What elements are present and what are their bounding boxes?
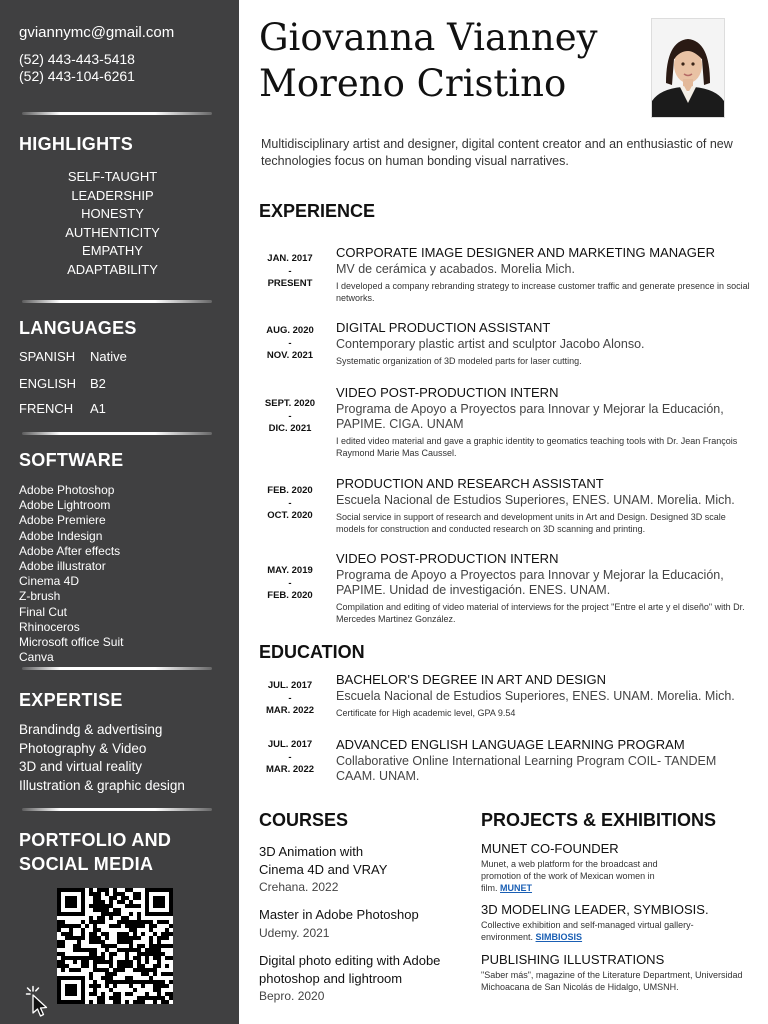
project-text: Munet, a web platform for the broadcast and promotion of the work of Mexican women in film. (481, 859, 658, 893)
language-row (19, 376, 106, 391)
degree-institution: Collaborative Online International Learning Program COIL- TANDEM CAAM. UNAM. (336, 754, 717, 783)
divider (22, 300, 212, 303)
course-school: Bepro. 2020 (259, 989, 325, 1003)
date-separator: - (288, 410, 292, 422)
software-item: Cinema 4D (19, 574, 80, 589)
munet-link[interactable]: MUNET (500, 883, 533, 893)
qr-code-graphic (57, 888, 173, 1004)
language-name: FRENCH (19, 401, 74, 416)
name-line2: Moreno Cristino (259, 62, 567, 105)
expertise-item: Photography & Video (19, 740, 147, 756)
highlights-list (20, 168, 205, 279)
date-end: PRESENT (267, 278, 313, 289)
date-end: NOV. 2021 (266, 350, 314, 361)
courses-heading: COURSES (259, 810, 349, 830)
date-start: SEPT. 2020 (264, 398, 316, 409)
experience-entry (336, 385, 756, 459)
project-description (481, 858, 671, 894)
expertise-item: Illustration & graphic design (19, 777, 185, 793)
job-description: Compilation and editing of video material of interviews for the project "Entre el arte y el diseño" with Dr. Mercedes Martinez González. (336, 602, 745, 624)
date-range (256, 253, 324, 291)
job-organization: Contemporary plastic artist and sculptor Jacobo Alonso. (336, 337, 645, 351)
sidebar (0, 0, 239, 1024)
date-end: DIC. 2021 (268, 423, 312, 434)
software-heading: SOFTWARE (19, 450, 124, 470)
course-item (259, 906, 469, 941)
divider (22, 808, 212, 811)
date-start: FEB. 2020 (267, 485, 313, 496)
project-description: "Saber más", magazine of the Literature Department, Universidad Michoacana de San Nicolás de Hidalgo, UMSNH. (481, 970, 743, 992)
experience-entry (336, 320, 756, 367)
languages-heading: LANGUAGES (19, 318, 137, 338)
full-name (259, 15, 598, 107)
projects-heading: PROJECTS & EXHIBITIONS (481, 810, 717, 830)
expertise-heading: EXPERTISE (19, 690, 123, 710)
highlights-heading: HIGHLIGHTS (19, 134, 133, 154)
profile-summary: Multidisciplinary artist and designer, digital content creator and an enthusiastic of new technologies focus on human bonding visual narratives. (261, 137, 733, 168)
job-organization: MV de cerámica y acabados. Morelia Mich. (336, 262, 575, 276)
job-title: CORPORATE IMAGE DESIGNER AND MARKETING MANAGER (336, 245, 715, 260)
software-item: Adobe Photoshop (19, 483, 115, 497)
job-title: PRODUCTION AND RESEARCH ASSISTANT (336, 476, 604, 491)
software-item: Adobe Lightroom (19, 498, 111, 513)
job-organization: Programa de Apoyo a Proyectos para Innovar y Mejorar la Educación, PAPIME. CIGA. UNAM (336, 402, 724, 431)
job-description: Systematic organization of 3D modeled parts for laser cutting. (336, 356, 582, 366)
expertise-list (19, 721, 185, 795)
job-title: VIDEO POST-PRODUCTION INTERN (336, 551, 559, 566)
job-description: I developed a company rebranding strategy to increase customer traffic and generate presence in social networks. (336, 281, 750, 303)
language-level: A1 (90, 401, 106, 416)
contact-block (19, 24, 174, 85)
project-item (481, 952, 757, 993)
main-content (239, 0, 768, 1024)
software-item: Adobe After effects (19, 543, 121, 558)
date-separator: - (288, 692, 292, 704)
date-separator: - (288, 265, 292, 277)
divider (22, 667, 212, 670)
course-item (259, 843, 469, 895)
job-organization: Programa de Apoyo a Proyectos para Innovar y Mejorar la Educación, PAPIME. Unidad de investigación. ENES. UNAM. (336, 568, 724, 597)
education-entry (336, 672, 756, 719)
software-item: Canva (19, 650, 54, 665)
highlight-item: EMPATHY (82, 243, 143, 258)
date-end: OCT. 2020 (267, 510, 313, 521)
portfolio-heading (19, 828, 171, 876)
software-item: Rhinoceros (19, 619, 80, 634)
date-end: MAR. 2022 (265, 705, 315, 716)
software-item: Adobe illustrator (19, 559, 106, 574)
highlight-item: ADAPTABILITY (67, 261, 158, 277)
project-title: 3D MODELING LEADER, SYMBIOSIS. (481, 902, 709, 917)
course-title: Master in Adobe Photoshop (259, 907, 419, 922)
email-link[interactable]: gviannymc@gmail.com (19, 24, 175, 41)
education-heading: EDUCATION (259, 642, 365, 662)
divider (22, 432, 212, 435)
language-name: ENGLISH (19, 376, 77, 391)
job-description: I edited video material and gave a graphic identity to geomatics teaching tools with Dr. Jean François Raymond Marie Mas Caussel. (336, 436, 738, 458)
software-item: Z-brush (19, 589, 61, 604)
experience-entry (336, 551, 756, 625)
course-school: Crehana. 2022 (259, 880, 339, 894)
language-row (19, 401, 106, 416)
date-range (256, 485, 324, 523)
education-entry (336, 737, 756, 784)
date-separator: - (288, 497, 292, 509)
language-row (19, 349, 127, 364)
date-separator: - (288, 751, 292, 763)
experience-heading: EXPERIENCE (259, 201, 376, 221)
course-title: 3D Animation with Cinema 4D and VRAY (259, 844, 388, 877)
date-start: JUL. 2017 (267, 680, 313, 691)
course-item (259, 952, 469, 1004)
project-item (481, 902, 753, 943)
simbiosis-link[interactable]: SIMBIOSIS (535, 932, 583, 942)
date-separator: - (288, 337, 292, 349)
date-range (256, 325, 324, 363)
highlight-item: SELF-TAUGHT (67, 169, 158, 184)
job-title: VIDEO POST-PRODUCTION INTERN (336, 385, 559, 400)
date-range (256, 398, 324, 436)
phone-2: (52) 443-104-6261 (19, 68, 135, 84)
project-item (481, 841, 753, 894)
expertise-item: Brandindg & advertising (19, 722, 163, 737)
project-title: MUNET CO-FOUNDER (481, 841, 619, 856)
profile-photo-graphic (652, 19, 724, 117)
experience-entry (336, 245, 756, 304)
language-level: B2 (90, 376, 106, 391)
software-item: Adobe Indesign (19, 528, 103, 543)
course-title: Digital photo editing with Adobe photoshop and lightroom (259, 953, 441, 986)
project-title: PUBLISHING ILLUSTRATIONS (481, 952, 665, 967)
divider (22, 112, 212, 115)
qr-code[interactable] (57, 888, 173, 1004)
project-description (481, 919, 743, 943)
date-range (256, 739, 324, 777)
date-start: AUG. 2020 (266, 325, 314, 336)
profile-photo (651, 18, 725, 118)
highlight-item: AUTHENTICITY (65, 224, 160, 240)
degree-institution: Escuela Nacional de Estudios Superiores, ENES. UNAM. Morelia. Mich. (336, 689, 735, 703)
software-item: Microsoft office Suit (19, 635, 124, 650)
experience-entry (336, 476, 756, 535)
software-item: Final Cut (19, 604, 68, 619)
date-end: MAR. 2022 (265, 764, 315, 775)
degree-description: Certificate for High academic level, GPA 9.54 (336, 708, 516, 718)
course-school: Udemy. 2021 (259, 925, 330, 940)
date-range (256, 680, 324, 718)
portfolio-heading-line2: SOCIAL MEDIA (19, 854, 154, 874)
highlight-item: HONESTY (81, 206, 144, 221)
language-name: SPANISH (19, 349, 76, 364)
name-line1: Giovanna Vianney (259, 16, 598, 59)
click-cursor-icon (25, 985, 55, 1017)
expertise-item: 3D and virtual reality (19, 759, 143, 774)
highlight-item: LEADERSHIP (71, 187, 154, 203)
software-item: Adobe Premiere (19, 513, 106, 528)
date-separator: - (288, 577, 292, 589)
project-text: Collective exhibition and self-managed virtual gallery-environment. (481, 920, 694, 942)
software-list (19, 483, 123, 665)
date-end: FEB. 2020 (267, 590, 313, 601)
phone-1: (52) 443-443-5418 (19, 51, 135, 67)
portfolio-heading-line1: PORTFOLIO AND (19, 830, 172, 850)
job-title: DIGITAL PRODUCTION ASSISTANT (336, 320, 551, 335)
job-organization: Escuela Nacional de Estudios Superiores, ENES. UNAM. Morelia. Mich. (336, 493, 735, 507)
language-level: Native (90, 349, 127, 364)
date-start: MAY. 2019 (267, 565, 313, 576)
degree-title: BACHELOR'S DEGREE IN ART AND DESIGN (336, 672, 607, 687)
date-start: JUL. 2017 (267, 739, 313, 750)
date-range (256, 565, 324, 603)
job-description: Social service in support of research and development units in Art and Design. Designed 3D scale models for construction and conducted research on 3D scanning and printing. (336, 512, 726, 534)
degree-title: ADVANCED ENGLISH LANGUAGE LEARNING PROGRAM (336, 737, 685, 752)
date-start: JAN. 2017 (267, 253, 313, 264)
